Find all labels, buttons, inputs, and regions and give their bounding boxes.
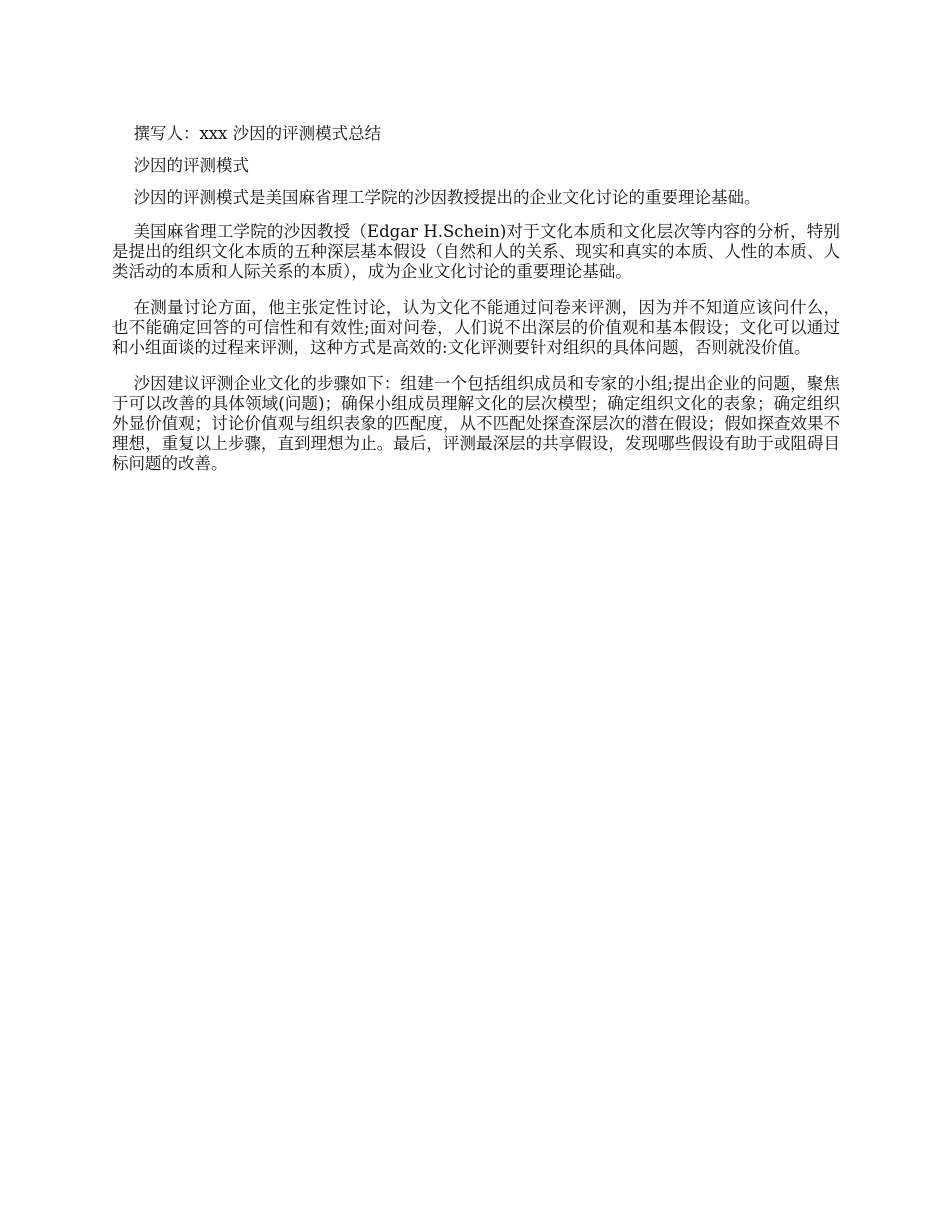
paragraph-2: 美国麻省理工学院的沙因教授（Edgar H.Schein)对于文化本质和文化层次等内容的分析，特别是提出的组织文化本质的五种深层基本假设（自然和人的关系、现实和真实的本质、人性的本质、人类活动的本质和人际关系的本质），成为企业文化讨论的重要理论基础。 <box>112 222 840 281</box>
document-heading: 沙因的评测模式 <box>133 156 249 175</box>
document-body <box>112 124 840 490</box>
paragraph-3: 在测量讨论方面，他主张定性讨论，认为文化不能通过问卷来评测，因为并不知道应该问什么，也不能确定回答的可信性和有效性;面对问卷，人们说不出深层的价值观和基本假设；文化可以通过和小组面谈的过程来评测，这种方式是高效的:文化评测要针对组织的具体问题，否则就没价值。 <box>112 298 840 357</box>
paragraph-1: 沙因的评测模式是美国麻省理工学院的沙因教授提出的企业文化讨论的重要理论基础。 <box>133 188 761 207</box>
author-line: 撰写人：xxx 沙因的评测模式总结 <box>133 124 382 143</box>
paragraph-4: 沙因建议评测企业文化的步骤如下：组建一个包括组织成员和专家的小组;提出企业的问题，聚焦于可以改善的具体领域(问题)；确保小组成员理解文化的层次模型；确定组织文化的表象；确定组织外显价值观；讨论价值观与组织表象的匹配度，从不匹配处探查深层次的潜在假设；假如探查效果不理想，重复以上步骤，直到理想为止。最后，评测最深层的共享假设，发现哪些假设有助于或阻碍目标问题的改善。 <box>112 374 840 473</box>
